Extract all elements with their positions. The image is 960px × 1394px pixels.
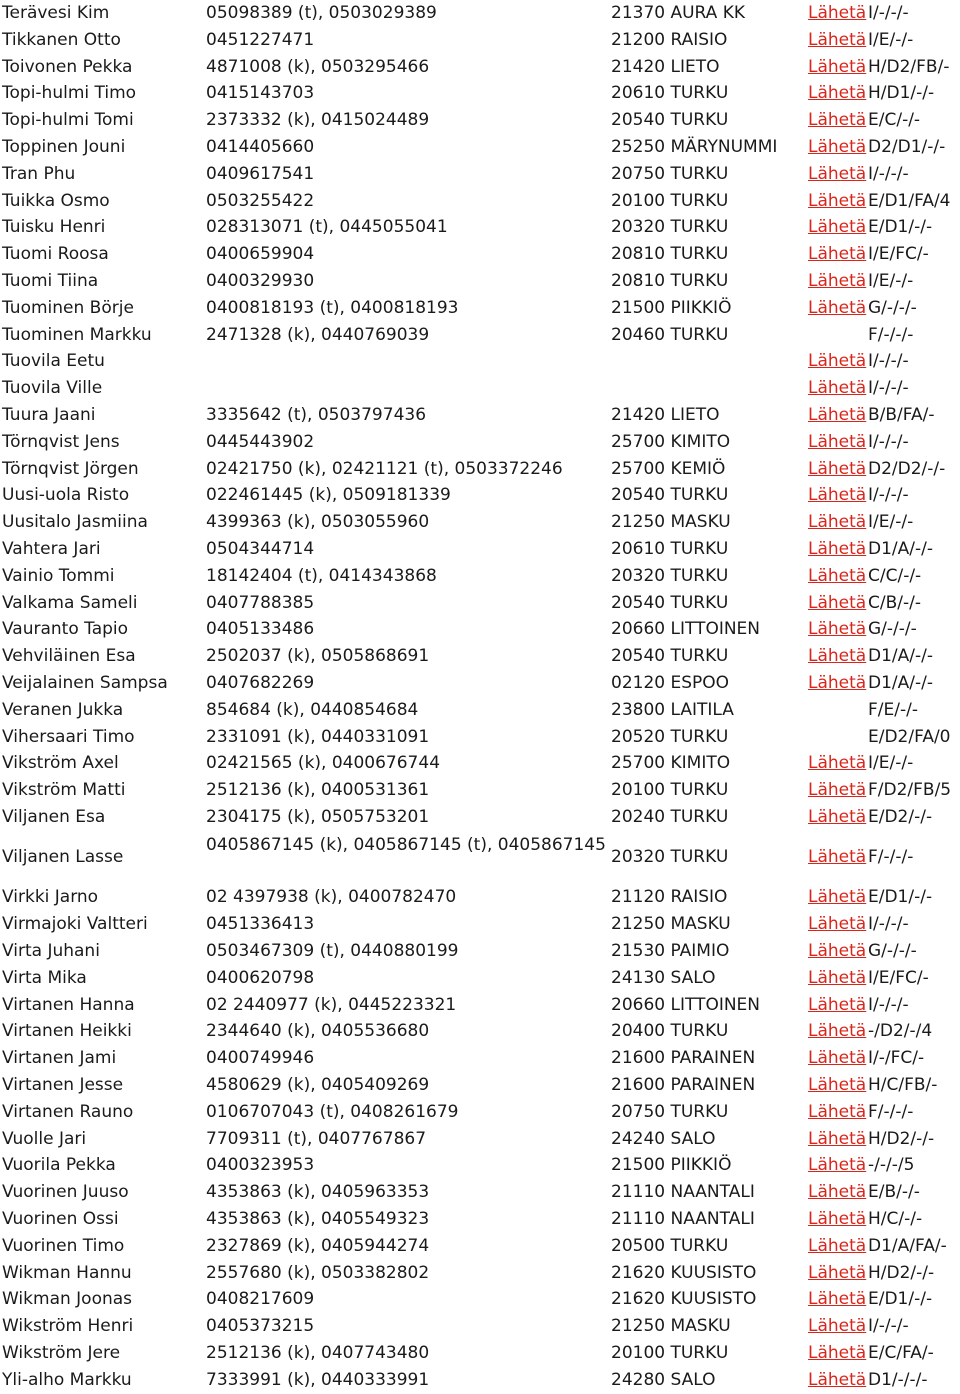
member-class: I/-/-/- [868, 914, 909, 935]
table-row [0, 1179, 960, 1206]
member-phone: 2557680 (k), 0503382802 [206, 1262, 430, 1283]
send-link[interactable]: Lähetä [808, 378, 867, 399]
member-name: Törnqvist Jörgen [2, 458, 139, 479]
member-postal-address: 20100 TURKU [611, 780, 729, 801]
member-class: H/D2/FB/- [868, 56, 950, 77]
send-link[interactable]: Lähetä [808, 1048, 867, 1069]
member-name: Tuomi Tiina [2, 271, 99, 291]
table-row [0, 643, 960, 670]
member-name: Vikström Matti [2, 780, 126, 801]
member-phone: 0405373215 [206, 1316, 315, 1337]
member-phone: 0400620798 [206, 967, 315, 988]
send-link[interactable]: Lähetä [808, 846, 867, 867]
member-name: Tuikka Osmo [2, 190, 110, 211]
member-phone: 022461445 (k), 0509181339 [206, 485, 451, 506]
table-row [0, 563, 960, 590]
member-postal-address: 20500 TURKU [611, 1235, 729, 1256]
member-postal-address: 21420 LIETO [611, 56, 720, 77]
send-link[interactable]: Lähetä [808, 646, 867, 667]
member-postal-address: 20750 TURKU [611, 1101, 729, 1122]
member-class: F/-/-/- [868, 1101, 914, 1122]
member-class: I/E/-/- [868, 29, 914, 50]
member-phone: 2512136 (k), 0407743480 [206, 1343, 430, 1363]
member-postal-address: 20540 TURKU [611, 110, 729, 131]
member-class: I/-/-/- [868, 351, 909, 372]
member-name: Topi-hulmi Timo [2, 83, 137, 104]
send-link[interactable]: Lähetä [808, 1289, 867, 1310]
member-phone: 0106707043 (t), 0408261679 [206, 1101, 459, 1122]
table-row [0, 482, 960, 509]
table-row [0, 750, 960, 777]
send-link[interactable]: Lähetä [808, 217, 867, 238]
member-phone: 0400749946 [206, 1048, 315, 1069]
member-phone: 0414405660 [206, 137, 315, 157]
member-class: D1/-/-/- [868, 1369, 928, 1390]
send-link[interactable]: Lähetä [808, 780, 867, 801]
member-phone: 2331091 (k), 0440331091 [206, 726, 430, 747]
member-class: F/-/-/- [868, 324, 914, 345]
member-postal-address: 21120 RAISIO [611, 887, 728, 908]
member-name: Topi-hulmi Tomi [2, 110, 134, 131]
send-link[interactable]: Lähetä [808, 807, 867, 827]
member-name: Vuorinen Ossi [2, 1209, 119, 1229]
table-row [0, 134, 960, 161]
table-row [0, 161, 960, 188]
table-row [0, 697, 960, 724]
table-row [0, 1260, 960, 1287]
table-row [0, 241, 960, 268]
member-name: Wikman Joonas [2, 1289, 133, 1310]
table-row [0, 536, 960, 563]
member-postal-address: 20400 TURKU [611, 1021, 729, 1042]
member-postal-address: 02120 ESPOO [611, 673, 730, 693]
member-postal-address: 20240 TURKU [611, 807, 729, 827]
member-phone: 2471328 (k), 0440769039 [206, 324, 430, 345]
member-phone: 0504344714 [206, 539, 315, 559]
member-name: Vauranto Tapio [2, 619, 129, 640]
member-postal-address: 20660 LITTOINEN [611, 994, 761, 1015]
member-phone: 0405133486 [206, 619, 315, 640]
member-name: Wikman Hannu [2, 1262, 132, 1283]
send-link[interactable]: Lähetä [808, 29, 867, 50]
table-row [0, 1367, 960, 1394]
member-postal-address: 20100 TURKU [611, 190, 729, 211]
table-row [0, 107, 960, 134]
send-link[interactable]: Lähetä [808, 83, 867, 104]
member-phone: 02421565 (k), 0400676744 [206, 753, 441, 774]
member-phone: 0408217609 [206, 1289, 315, 1310]
table-row [0, 348, 960, 375]
member-name: Vuorila Pekka [2, 1155, 116, 1176]
member-phone: 854684 (k), 0440854684 [206, 699, 419, 720]
send-link[interactable]: Lähetä [808, 1128, 867, 1149]
member-class: D1/A/-/- [868, 539, 933, 559]
member-postal-address: 21370 AURA KK [611, 3, 746, 23]
send-link[interactable]: Lähetä [808, 137, 867, 157]
member-name: Vehviläinen Esa [2, 646, 136, 667]
member-phone: 0400329930 [206, 271, 315, 291]
table-row [0, 0, 960, 27]
member-phone: 0415143703 [206, 83, 315, 104]
member-phone: 3335642 (t), 0503797436 [206, 405, 427, 425]
table-row [0, 1286, 960, 1313]
table-row [0, 402, 960, 429]
member-class: D1/A/FA/- [868, 1235, 947, 1256]
member-postal-address: 25700 KIMITO [611, 431, 731, 452]
send-link[interactable]: Lähetä [808, 967, 867, 988]
send-link[interactable]: Lähetä [808, 887, 867, 908]
member-phone: 0503467309 (t), 0440880199 [206, 941, 459, 961]
member-class: E/C/FA/- [868, 1343, 934, 1363]
member-postal-address: 20540 TURKU [611, 646, 729, 667]
member-postal-address: 20610 TURKU [611, 83, 729, 104]
member-postal-address: 20540 TURKU [611, 485, 729, 506]
member-class: H/C/-/- [868, 1209, 923, 1229]
table-row [0, 724, 960, 751]
table-row [0, 54, 960, 81]
member-phone: 2502037 (k), 0505868691 [206, 646, 430, 667]
member-class: C/C/-/- [868, 565, 922, 586]
table-row [0, 590, 960, 617]
member-class: I/E/-/- [868, 753, 914, 774]
member-phone: 0503255422 [206, 190, 315, 211]
table-row [0, 1018, 960, 1045]
member-class: I/-/-/- [868, 994, 909, 1015]
member-class: H/D2/-/- [868, 1262, 935, 1283]
send-link[interactable]: Lähetä [808, 1101, 867, 1122]
table-row [0, 670, 960, 697]
member-name: Virtanen Jesse [2, 1075, 124, 1095]
member-phone: 4580629 (k), 0405409269 [206, 1075, 430, 1095]
table-row [0, 911, 960, 938]
send-link[interactable]: Lähetä [808, 163, 867, 184]
table-row [0, 1206, 960, 1233]
member-phone: 02421750 (k), 02421121 (t), 0503372246 [206, 458, 563, 479]
member-postal-address: 20520 TURKU [611, 726, 729, 747]
member-name: Toivonen Pekka [2, 56, 133, 77]
member-phone: 0400323953 [206, 1155, 315, 1176]
member-postal-address: 25250 MÄRYNUMMI [611, 137, 778, 157]
member-phone: 2512136 (k), 0400531361 [206, 780, 430, 801]
member-class: I/-/FC/- [868, 1048, 925, 1069]
send-link[interactable]: Lähetä [808, 3, 867, 23]
send-link[interactable]: Lähetä [808, 673, 867, 693]
member-phone: 2304175 (k), 0505753201 [206, 807, 430, 827]
member-class: E/D1/-/- [868, 1289, 933, 1310]
table-row [0, 509, 960, 536]
member-class: C/B/-/- [868, 592, 921, 613]
send-link[interactable]: Lähetä [808, 565, 867, 586]
member-postal-address: 21500 PIIKKIÖ [611, 297, 732, 318]
member-name: Virta Mika [2, 967, 87, 988]
table-row [0, 268, 960, 295]
send-link[interactable]: Lähetä [808, 1262, 867, 1283]
send-link[interactable]: Lähetä [808, 592, 867, 613]
member-postal-address: 21530 PAIMIO [611, 941, 730, 961]
member-name: Törnqvist Jens [2, 431, 120, 452]
member-postal-address: 20100 TURKU [611, 1343, 729, 1363]
member-postal-address: 21250 MASKU [611, 512, 731, 533]
member-name: Tuura Jaani [2, 405, 96, 425]
member-class: I/E/-/- [868, 271, 914, 291]
member-class: G/-/-/- [868, 297, 917, 318]
member-name: Terävesi Kim [2, 3, 110, 23]
member-postal-address: 23800 LAITILA [611, 699, 734, 720]
member-name: Vikström Axel [2, 753, 119, 774]
member-postal-address: 20320 TURKU [611, 846, 729, 867]
send-link[interactable]: Lähetä [808, 512, 867, 533]
member-phone: 2327869 (k), 0405944274 [206, 1235, 430, 1256]
table-row [0, 1126, 960, 1153]
member-postal-address: 20320 TURKU [611, 565, 729, 586]
table-row [0, 456, 960, 483]
member-name: Vuolle Jari [2, 1128, 87, 1149]
member-class: H/D2/-/- [868, 1128, 935, 1149]
member-class: G/-/-/- [868, 941, 917, 961]
member-name: Vahtera Jari [2, 539, 101, 559]
table-row [0, 1233, 960, 1260]
member-postal-address: 21420 LIETO [611, 405, 720, 425]
send-link[interactable]: Lähetä [808, 244, 867, 265]
member-phone: 028313071 (t), 0445055041 [206, 217, 448, 238]
member-name: Tuovila Ville [2, 378, 103, 399]
member-postal-address: 21500 PIIKKIÖ [611, 1155, 732, 1176]
member-name: Tuisku Henri [2, 217, 106, 238]
member-class: F/-/-/- [868, 846, 914, 867]
send-link[interactable]: Lähetä [808, 1155, 867, 1176]
member-class: D2/D1/-/- [868, 137, 946, 157]
member-name: Veranen Jukka [2, 699, 124, 720]
member-name: Vihersaari Timo [2, 726, 135, 747]
member-postal-address: 20810 TURKU [611, 271, 729, 291]
member-postal-address: 20660 LITTOINEN [611, 619, 761, 640]
send-link[interactable]: Lähetä [808, 1209, 867, 1229]
member-class: F/E/-/- [868, 699, 918, 720]
member-name: Valkama Sameli [2, 592, 138, 613]
member-name: Viljanen Esa [2, 807, 106, 827]
member-postal-address: 20750 TURKU [611, 163, 729, 184]
member-postal-address: 20460 TURKU [611, 324, 729, 345]
member-class: I/-/-/- [868, 163, 909, 184]
table-row [0, 1152, 960, 1179]
member-phone: 0445443902 [206, 431, 315, 452]
send-link[interactable]: Lähetä [808, 351, 867, 372]
member-class: B/B/FA/- [868, 405, 935, 425]
send-link[interactable]: Lähetä [808, 297, 867, 318]
member-name: Tuominen Markku [2, 324, 152, 345]
table-row [0, 831, 960, 885]
send-link[interactable]: Lähetä [808, 110, 867, 131]
member-postal-address: 21250 MASKU [611, 914, 731, 935]
send-link[interactable]: Lähetä [808, 1369, 867, 1390]
send-link[interactable]: Lähetä [808, 1182, 867, 1203]
member-postal-address: 24130 SALO [611, 967, 716, 988]
table-row [0, 1340, 960, 1367]
member-name: Tran Phu [2, 163, 76, 184]
member-class: I/-/-/- [868, 1316, 909, 1337]
member-phone: 0409617541 [206, 163, 315, 184]
member-name: Tuomi Roosa [2, 244, 109, 265]
member-name: Tikkanen Otto [2, 29, 121, 50]
table-row [0, 295, 960, 322]
table-row [0, 322, 960, 349]
member-name: Virtanen Rauno [2, 1101, 134, 1122]
member-class: I/E/FC/- [868, 967, 929, 988]
member-postal-address: 20610 TURKU [611, 539, 729, 559]
member-class: H/C/FB/- [868, 1075, 938, 1095]
member-phone: 4871008 (k), 0503295466 [206, 56, 430, 77]
member-class: E/D2/FA/0 [868, 726, 951, 747]
member-name: Vuorinen Juuso [2, 1182, 129, 1203]
member-class: -/D2/-/4 [868, 1021, 933, 1042]
table-row [0, 938, 960, 965]
send-link[interactable]: Lähetä [808, 405, 867, 425]
member-name: Vuorinen Timo [2, 1235, 125, 1256]
member-phone: 0400659904 [206, 244, 315, 265]
member-class: I/-/-/- [868, 378, 909, 399]
table-row [0, 1072, 960, 1099]
member-postal-address: 25700 KIMITO [611, 753, 731, 774]
member-name: Wikström Jere [2, 1343, 121, 1363]
member-class: I/-/-/- [868, 3, 909, 23]
member-name: Tuominen Börje [2, 297, 134, 318]
send-link[interactable]: Lähetä [808, 271, 867, 291]
send-link[interactable]: Lähetä [808, 1343, 867, 1363]
member-postal-address: 21620 KUUSISTO [611, 1289, 757, 1310]
member-phone: 4399363 (k), 0503055960 [206, 512, 430, 533]
member-name: Virta Juhani [2, 941, 100, 961]
member-class: E/C/-/- [868, 110, 921, 131]
member-class: E/D1/-/- [868, 887, 933, 908]
send-link[interactable]: Lähetä [808, 941, 867, 961]
member-class: D1/A/-/- [868, 673, 933, 693]
send-link[interactable]: Lähetä [808, 1316, 867, 1337]
send-link[interactable]: Lähetä [808, 458, 867, 479]
member-postal-address: 21600 PARAINEN [611, 1048, 756, 1069]
table-row [0, 804, 960, 831]
send-link[interactable]: Lähetä [808, 431, 867, 452]
member-name: Uusi-uola Risto [2, 485, 130, 506]
member-postal-address: 20810 TURKU [611, 244, 729, 265]
send-link[interactable]: Lähetä [808, 56, 867, 77]
member-name: Tuovila Eetu [2, 351, 105, 372]
member-postal-address: 21110 NAANTALI [611, 1182, 755, 1203]
member-name: Toppinen Jouni [2, 137, 126, 157]
member-name: Virtanen Hanna [2, 994, 135, 1015]
member-postal-address: 24280 SALO [611, 1369, 716, 1390]
table-row [0, 992, 960, 1019]
table-row [0, 27, 960, 54]
member-class: G/-/-/- [868, 619, 917, 640]
member-name: Virmajoki Valtteri [2, 914, 148, 935]
member-postal-address: 21200 RAISIO [611, 29, 728, 50]
table-row [0, 777, 960, 804]
member-class: D1/A/-/- [868, 646, 933, 667]
member-phone: 0451227471 [206, 29, 315, 50]
member-class: I/-/-/- [868, 431, 909, 452]
member-phone: 0451336413 [206, 914, 315, 935]
member-phone: 02 2440977 (k), 0445223321 [206, 994, 457, 1015]
member-name: Virtanen Jami [2, 1048, 117, 1069]
member-phone: 2344640 (k), 0405536680 [206, 1021, 430, 1042]
member-class: I/-/-/- [868, 485, 909, 506]
table-row [0, 1099, 960, 1126]
member-class: E/D1/FA/4 [868, 190, 951, 211]
member-class: H/D1/-/- [868, 83, 935, 104]
send-link[interactable]: Lähetä [808, 1235, 867, 1256]
member-postal-address: 24240 SALO [611, 1128, 716, 1149]
table-row [0, 616, 960, 643]
member-postal-address: 21620 KUUSISTO [611, 1262, 757, 1283]
member-name: Yli-alho Markku [2, 1369, 132, 1390]
member-phone: 0405867145 (k), 0405867145 (t), 0405867145 [206, 834, 606, 855]
member-phone: 02 4397938 (k), 0400782470 [206, 887, 457, 908]
member-phone: 4353863 (k), 0405549323 [206, 1209, 430, 1229]
table-row [0, 1313, 960, 1340]
member-name: Vainio Tommi [2, 565, 115, 586]
send-link[interactable]: Lähetä [808, 753, 867, 774]
table-row [0, 375, 960, 402]
member-class: F/D2/FB/5 [868, 780, 952, 801]
member-postal-address: 25700 KEMIÖ [611, 458, 726, 479]
member-phone: 05098389 (t), 0503029389 [206, 3, 437, 23]
member-postal-address: 21250 MASKU [611, 1316, 731, 1337]
table-row [0, 214, 960, 241]
send-link[interactable]: Lähetä [808, 914, 867, 935]
member-class: E/D2/-/- [868, 807, 933, 827]
member-name: Veijalainen Sampsa [2, 673, 168, 693]
table-row [0, 965, 960, 992]
member-phone: 7709311 (t), 0407767867 [206, 1128, 427, 1149]
member-postal-address: 21600 PARAINEN [611, 1075, 756, 1095]
member-phone: 2373332 (k), 0415024489 [206, 110, 430, 131]
member-postal-address: 20540 TURKU [611, 592, 729, 613]
member-class: E/D1/-/- [868, 217, 933, 238]
member-phone: 0400818193 (t), 0400818193 [206, 297, 459, 318]
member-name: Uusitalo Jasmiina [2, 512, 148, 533]
send-link[interactable]: Lähetä [808, 1021, 867, 1042]
table-row [0, 80, 960, 107]
member-class: D2/D2/-/- [868, 458, 946, 479]
member-class: E/B/-/- [868, 1182, 920, 1203]
member-phone: 7333991 (k), 0440333991 [206, 1369, 430, 1390]
send-link[interactable]: Lähetä [808, 1075, 867, 1095]
table-row [0, 429, 960, 456]
member-name: Wikström Henri [2, 1316, 134, 1337]
member-phone: 0407682269 [206, 673, 315, 693]
member-postal-address: 20320 TURKU [611, 217, 729, 238]
send-link[interactable]: Lähetä [808, 619, 867, 640]
member-phone: 18142404 (t), 0414343868 [206, 565, 437, 586]
send-link[interactable]: Lähetä [808, 485, 867, 506]
member-name: Virkki Jarno [2, 887, 99, 908]
member-class: I/E/FC/- [868, 244, 929, 265]
member-name: Virtanen Heikki [2, 1021, 132, 1042]
member-postal-address: 21110 NAANTALI [611, 1209, 755, 1229]
send-link[interactable]: Lähetä [808, 994, 867, 1015]
table-row [0, 1045, 960, 1072]
member-phone: 4353863 (k), 0405963353 [206, 1182, 430, 1203]
member-name: Viljanen Lasse [2, 846, 124, 867]
member-phone: 0407788385 [206, 592, 315, 613]
member-class: -/-/-/5 [868, 1155, 915, 1176]
member-class: I/E/-/- [868, 512, 914, 533]
send-link[interactable]: Lähetä [808, 190, 867, 211]
table-row [0, 188, 960, 215]
table-row [0, 884, 960, 911]
send-link[interactable]: Lähetä [808, 539, 867, 559]
